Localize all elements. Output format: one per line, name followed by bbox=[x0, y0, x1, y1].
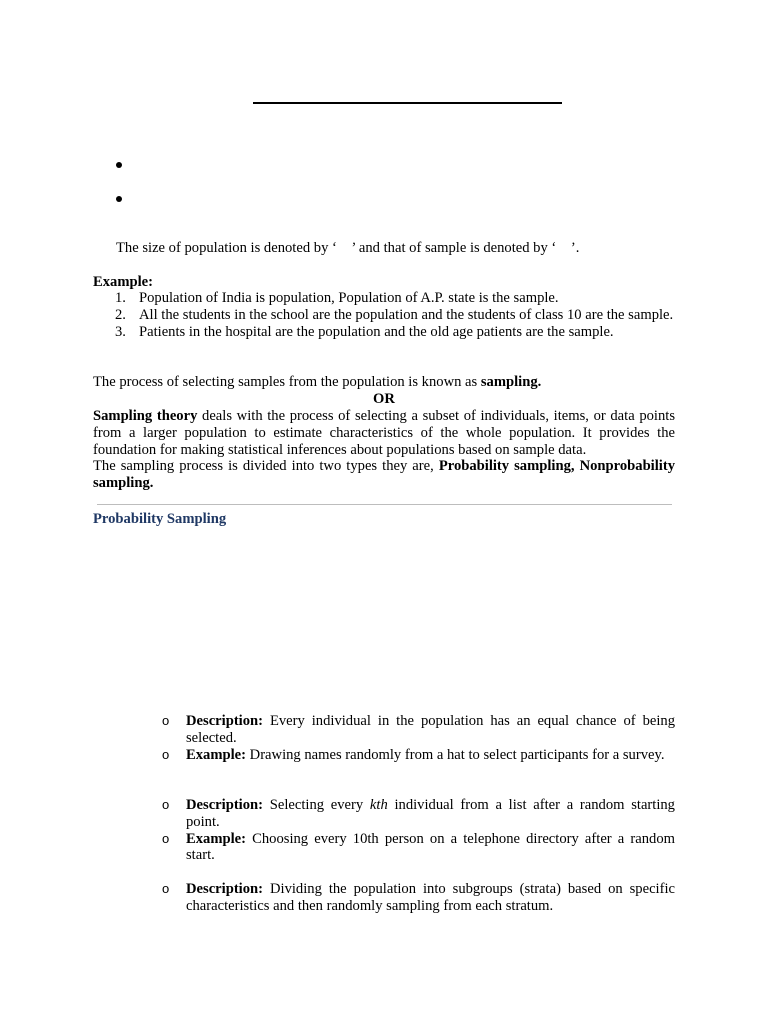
section-divider bbox=[97, 504, 672, 505]
population-notation-line: The size of population is denoted by ‘ ’ and that of sample is denoted by ‘ ’. bbox=[116, 240, 580, 256]
description-label: Description: bbox=[186, 881, 264, 897]
description-text-end: individual from a list after a random starting point. bbox=[186, 797, 675, 830]
simple-random-list bbox=[162, 713, 675, 763]
circle-bullet-icon: o bbox=[162, 830, 170, 846]
description-label: Description: bbox=[186, 713, 264, 729]
sampling-theory-text: deals with the process of selecting a subset of individuals, items, or data points from a larger population to estimate characteristics of the whole population. It provides the foundation for making statistical inferences about populations based on sample data. bbox=[93, 408, 675, 458]
bullet-point-2 bbox=[116, 196, 122, 202]
bullet-point-1 bbox=[116, 162, 122, 168]
list-item bbox=[162, 713, 675, 747]
list-item bbox=[162, 797, 675, 831]
systematic-list bbox=[162, 797, 675, 864]
example-number: 2. bbox=[115, 306, 126, 323]
example-text: All the students in the school are the population and the students of class 10 are the sample. bbox=[139, 306, 674, 323]
example-list bbox=[93, 290, 675, 340]
kth-term: kth bbox=[369, 797, 388, 813]
example-text: Drawing names randomly from a hat to select participants for a survey. bbox=[246, 746, 665, 763]
list-item bbox=[162, 881, 675, 915]
list-item bbox=[162, 831, 675, 865]
example-number: 3. bbox=[115, 323, 126, 340]
example-item bbox=[93, 307, 675, 324]
sampling-types-names: Probability sampling, Nonprobability sampling. bbox=[93, 458, 676, 492]
description-text: Selecting every bbox=[263, 797, 370, 813]
circle-bullet-icon: o bbox=[162, 746, 170, 762]
circle-bullet-icon: o bbox=[162, 713, 170, 728]
sampling-definition bbox=[93, 374, 675, 391]
stratified-list bbox=[162, 881, 675, 915]
example-text: Patients in the hospital are the population and the old age patients are the sample. bbox=[139, 323, 614, 340]
example-item bbox=[93, 290, 675, 307]
description-label: Description: bbox=[186, 797, 264, 813]
example-heading: Example: bbox=[93, 274, 153, 290]
example-label: Example: bbox=[186, 746, 246, 763]
sampling-theory-term: Sampling theory bbox=[93, 408, 198, 424]
list-item bbox=[162, 747, 675, 764]
sampling-term: sampling. bbox=[480, 374, 542, 390]
circle-bullet-icon: o bbox=[162, 881, 170, 896]
sampling-theory-paragraph bbox=[93, 408, 675, 492]
example-number: 1. bbox=[115, 290, 126, 306]
example-item bbox=[93, 324, 675, 341]
circle-bullet-icon: o bbox=[162, 797, 170, 812]
title-underline bbox=[253, 102, 562, 104]
example-text: Choosing every 10th person on a telephone directory after a random start. bbox=[186, 830, 675, 864]
or-label: OR bbox=[373, 391, 395, 407]
example-label: Example: bbox=[186, 830, 246, 847]
sampling-definition-text: The process of selecting samples from the population is known as bbox=[93, 374, 481, 390]
sampling-types-text: The sampling process is divided into two types they are, bbox=[93, 458, 439, 475]
description-text: Every individual in the population has an equal chance of being selected. bbox=[186, 713, 675, 746]
example-text: Population of India is population, Population of A.P. state is the sample. bbox=[139, 290, 559, 306]
probability-sampling-heading: Probability Sampling bbox=[93, 511, 227, 527]
description-text: Dividing the population into subgroups (strata) based on specific characteristics and then randomly sampling from each stratum. bbox=[186, 881, 675, 914]
